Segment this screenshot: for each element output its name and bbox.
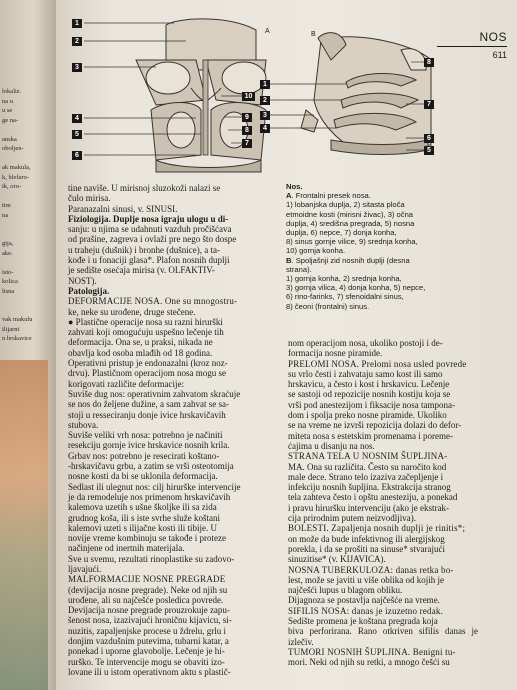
left-page-text-fragment: na u — [2, 97, 14, 105]
left-page-text-fragment: ak makula, — [2, 164, 31, 171]
body-line: stoji u resseciranju donje ivice hrskavičavih — [68, 409, 226, 420]
page-number: 611 — [492, 50, 507, 60]
body-line: stubova. — [68, 419, 99, 430]
body-line: drvu). Plastičnom operacijom nosa mogu se — [68, 368, 226, 379]
caption-a-line: duplja, 6) nepce, 7) donja konha, — [286, 228, 397, 238]
caption-a-line: 10) gornja konha. — [286, 246, 346, 256]
figure-b-letter: B — [311, 31, 316, 38]
left-page-margin — [0, 0, 56, 690]
caption-a-line: duplja, 4) središna pregrada, 5) nosna — [286, 218, 415, 228]
body-line: čulo mirisa. — [68, 193, 111, 204]
body-line: mori. Neki od njih su retki, a mnogo češći su — [288, 657, 450, 668]
body-line: novije vreme kombinuju se takođe i proteze — [68, 533, 226, 544]
body-line: tela zahteva često i opštu anesteziju, a ponekad — [288, 492, 458, 503]
callout-a-10: 10 — [242, 92, 255, 101]
nose-anatomy-figure — [56, 0, 517, 190]
body-line: Fiziologija. Duplje nosa igraju ulogu u di- — [68, 213, 229, 224]
caption-b-line: 1) gornja konha, 2) srednja konha, — [286, 274, 402, 284]
left-page-text-fragment: na — [2, 211, 9, 219]
left-text-column — [68, 183, 273, 677]
body-line: formacija nosne piramide. — [288, 348, 383, 359]
body-line: je da remodeluje nos primenom hrskavičavih — [68, 491, 231, 502]
body-line: ponekad i upornе glavobolje. Lečenje je hi- — [68, 646, 225, 657]
body-line: porekla, i da se prošiti na sinuse* stvarajući — [288, 543, 445, 554]
caption-a-line: etmoidne kosti (mirisni živac), 3) očna — [286, 209, 414, 219]
left-page-text-fragment: n hrskavice — [2, 335, 32, 342]
callout-a-9: 9 — [242, 113, 252, 122]
body-line: zahvati koji omogućuju uspešno lečenje tih — [68, 327, 224, 338]
body-line: miteta nosa s estetskim promenama i poreme- — [288, 430, 453, 441]
body-line: infekciju nosnih šupljina. Ekstrakcija stranog — [288, 482, 451, 493]
body-line: dom i spolja preko nosne piramide. Ukoliko — [288, 410, 447, 421]
body-line: (devijacija nosne pregrade). Neke od njih su — [68, 584, 228, 595]
callout-b-5: 5 — [424, 146, 434, 155]
body-line: je sedište osećaja mirisa (v. OLFAKTIV- — [68, 265, 215, 276]
body-line: Suviše veliki vrh nosa: potrebno je načiniti — [68, 430, 223, 441]
body-line: Sve u svemu, rezultati rinoplastike su zadovo- — [68, 553, 235, 564]
book-page — [56, 0, 517, 690]
body-line: donjim vazdušnim putevima, tubarni katar, a — [68, 636, 229, 647]
body-line: šenost nosa, izazivajući hroničnu kijavicu, si- — [68, 615, 232, 626]
right-text-column — [288, 338, 478, 668]
body-line: kalemovi uzeti s ilijačne kosti ili tibije. U — [68, 522, 217, 533]
left-page-text-fragment: ake. — [2, 249, 13, 257]
body-line: tine naviše. U mirisnoj sluzokoži nalazi se — [68, 183, 221, 193]
body-line: Devijacija nosne pregrade prouzrokuje zapu- — [68, 605, 230, 616]
caption-b-line: 3) gornja vilica, 4) donja konha, 5) nepce, — [286, 283, 426, 293]
caption-a-label: A — [286, 191, 292, 201]
body-line: se na vreme ne izvrši repozicija dolazi do defor- — [288, 420, 462, 431]
callout-a-4: 4 — [72, 114, 82, 123]
left-page-text-fragment: u se — [2, 107, 13, 114]
callout-b-7: 7 — [424, 100, 434, 109]
callout-b-6: 6 — [424, 134, 434, 143]
body-line: se sastoji od repozicije nosnih kostiju koja se — [288, 389, 451, 400]
caption-a-line: 1) lobanjska duplja, 2) sitasta ploča — [286, 200, 405, 210]
left-page-text-fragment: anska — [2, 135, 17, 143]
body-line: DEFORMACIJE NOSA. One su mnogostru- — [68, 296, 238, 307]
body-line: Patologija. — [68, 285, 110, 296]
body-line: se nos do željene dužine, a sam zahvat se sa- — [68, 399, 229, 410]
callout-b-1: 1 — [260, 80, 270, 89]
body-line: ljavajući. — [68, 563, 102, 574]
body-line: Operativni pristup je endonazalni (kroz noz- — [68, 358, 228, 369]
body-line: biva perforirana. Rano otkriven sifilis danas je izlečiv. — [288, 626, 478, 647]
callout-b-8: 8 — [424, 58, 434, 67]
caption-b-line: 6) rino-farinks, 7) sfenoidalni sinus, — [286, 292, 404, 302]
caption-b-line: strana). — [286, 264, 312, 274]
body-line: BOLESTI. Zapaljenja nosnih duplji je rinitis*; — [288, 523, 466, 534]
callout-a-7: 7 — [242, 139, 252, 148]
body-line: STRANA TELA U NOSNIM ŠUPLJINA- — [288, 451, 448, 462]
left-page-text-fragment: gija, — [2, 240, 14, 247]
body-line: nom operacijom nosa, ukoliko postoji i de- — [288, 338, 443, 348]
body-line: NOSNA TUBERKULOZA: danas retka bo- — [288, 564, 454, 575]
body-line: on može da bude infektivnog ili alergijskog — [288, 533, 445, 544]
left-page-illustration — [0, 360, 48, 690]
figure-a-frontal-section — [84, 19, 266, 172]
body-line: i pravu hiruršku intervenciju (ako je ekstrak- — [288, 502, 449, 513]
callout-b-4: 4 — [260, 124, 270, 133]
callout-a-1: 1 — [72, 19, 82, 28]
body-line: su vrlo česti i zahvataju samo kost ili samo — [288, 368, 443, 379]
callout-a-6: 6 — [72, 151, 82, 160]
left-page-text-fragment: lokaliz. — [2, 88, 22, 95]
left-page-text-fragment: ilijarni — [2, 325, 20, 333]
body-line: -hrskavičavu grbu, a zatim se vrši osteotomija — [68, 461, 234, 472]
figure-b-lateral-wall — [262, 33, 431, 155]
figure-a-letter: A — [265, 28, 270, 35]
body-line: rurško. Te intervencije mogu se obaviti izo- — [68, 656, 225, 667]
body-line: lest, može se javiti u više oblika od kojih je — [288, 574, 444, 585]
body-line: resekciju gornje ivice hrskavice nosnih krila. — [68, 440, 230, 451]
left-page-text-fragment: isto- — [2, 268, 14, 276]
left-page-text-fragment: ltsna — [2, 287, 15, 295]
body-line: vrši pod anestezijom i fiksacije nosa tampona- — [288, 399, 455, 410]
callout-a-5: 5 — [72, 130, 82, 139]
body-line: NOST). — [68, 275, 97, 286]
body-line: SIFILIS NOSA: danas je izuzetno redak. — [288, 605, 444, 616]
body-line: od prašine, zagreva i ovlaži pre nego što dospe — [68, 234, 237, 245]
body-line: MALFORMACIJE NOSNE PREGRADE — [68, 574, 226, 585]
body-line: sanju: u njima se udahnuti vazduh pročišćava — [68, 224, 232, 235]
caption-b-line: 8) čeoni (frontalni) sinus. — [286, 301, 370, 311]
body-line: Grbav nos: potrebno je resecirati koštano- — [68, 450, 220, 461]
body-line: male dece. Strano telo izaziva začepljenje i — [288, 471, 444, 482]
callout-b-3: 3 — [260, 111, 270, 120]
caption-a-line: 8) sinus gornje vilice, 9) srednja konha, — [286, 237, 418, 247]
body-line: ● Plastične operacije nosa su razni hirurški — [68, 316, 223, 327]
body-line: hrskavicu, a često i kost i hrskavicu. Lečenje — [288, 379, 450, 390]
header-title: NOS — [437, 30, 507, 47]
body-line: sinuzitise* (v. KIJAVICA). — [288, 554, 386, 565]
callout-b-2: 2 — [260, 96, 270, 105]
body-line: MA. Ona su različita. Često su naročito kod — [288, 461, 447, 472]
body-line: kođe i u fonaciji glasa*. Plafon nosnih duplji — [68, 255, 230, 266]
body-line: Paranazalni sinusi, v. SINUSI. — [68, 203, 178, 214]
left-page-text-fragment: kolica — [2, 278, 18, 285]
body-line: Dijagnoza se postavlja najčešće na vreme. — [288, 595, 440, 606]
body-line: deformacija. Ona se, u praksi, nikada ne — [68, 337, 213, 348]
callout-a-2: 2 — [72, 37, 82, 46]
body-line: ke, neke su urođene, druge stečene. — [68, 306, 196, 317]
left-page-text-fragment: oboljen- — [2, 145, 24, 152]
body-line: cija prirodnim putem neizvodljiva). — [288, 513, 416, 524]
body-line: grudnog koša, ili s iste svrhe služe koštani — [68, 512, 220, 523]
body-line: Sedište promena je koštana pregrada koja — [288, 616, 438, 627]
caption-a-line: A. Frontalni presek nosa. — [286, 191, 371, 201]
left-page-text-fragment: vak makulu — [2, 316, 33, 323]
caption-b-label: B — [286, 255, 292, 265]
body-line: ćajima u disanju na nos. — [288, 440, 375, 451]
callout-a-3: 3 — [72, 63, 82, 72]
caption-title: Nos. — [286, 182, 303, 191]
body-line: PRELOMI NOSA. Prelomi nosa usled povrede — [288, 358, 467, 369]
body-line: Suviše dug nos: operativnim zahvatom skraćuje — [68, 388, 241, 399]
left-page-text-fragment: k, blefaro- — [2, 173, 30, 181]
body-line: najčešći lupus u blagom obliku. — [288, 585, 403, 596]
body-line: urođene, ali su najčešće posledica povrede. — [68, 594, 224, 605]
callout-a-8: 8 — [242, 126, 252, 135]
left-page-text-fragment: ik, oro- — [2, 183, 22, 190]
left-page-text-fragment: ge na- — [2, 116, 19, 124]
body-line: kalemova uzetih s ušne školjke ili sa zida — [68, 502, 217, 513]
figure-caption — [286, 182, 471, 311]
body-line: nosne kosti da bi se uklonila deformacija. — [68, 471, 218, 482]
caption-b-line: B. Spoljašnji zid nosnih duplji (desna — [286, 255, 410, 265]
body-line: u traheju (dušnik) i bronhe (dušnice), a ta- — [68, 244, 220, 255]
body-line: TUMORI NOSNIH ŠUPLJINA. Benigni tu- — [288, 646, 456, 657]
left-page-text-fragment: tim — [2, 202, 11, 209]
body-line: nuzitis, zapaljenjske procese u ždrelu, grlu i — [68, 625, 226, 636]
body-line: Sedlast ili ulegnut nos: cilj hirurške intervencije — [68, 481, 241, 492]
body-line: obavlja kod osoba mlađih od 18 godina. — [68, 347, 213, 358]
body-line: načinjene od inertnih materijala. — [68, 543, 185, 554]
body-line: lovane ili u istom operativnom aktu s plastič- — [68, 666, 231, 677]
body-line: korigovati različite deformacije: — [68, 378, 184, 389]
